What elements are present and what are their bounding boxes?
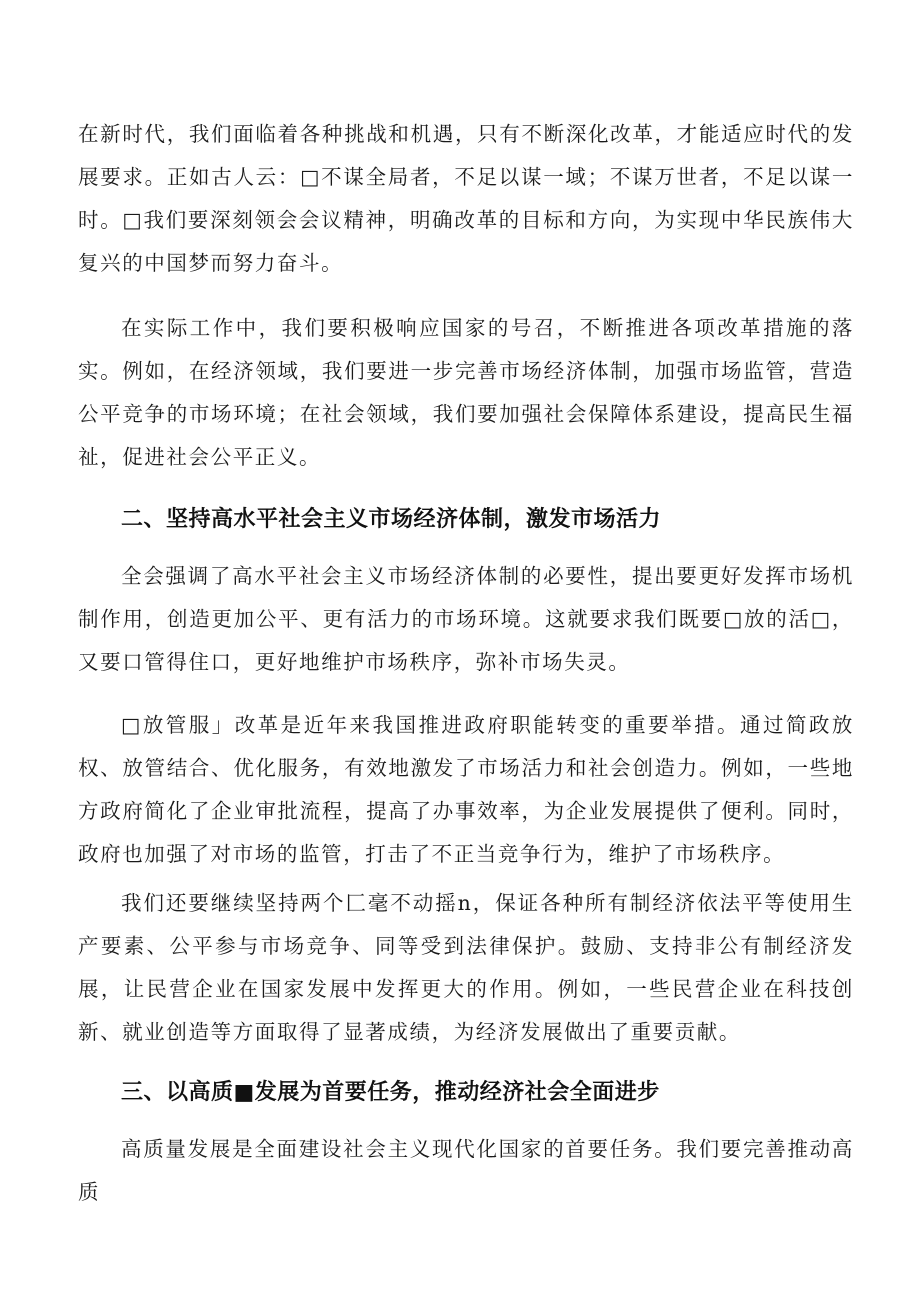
paragraph-reform <box>78 704 854 876</box>
paragraph-text: □放管服」改革是近年来我国推进政府职能转变的重要举措。通过简政放权、放管结合、优化服务，有效地激发了市场活力和社会创造力。例如，一些地方政府简化了企业审批流程，提高了办事效率，为企业发展提供了便利。同时，政府也加强了对市场的监管，打击了不正当竞争行为，维护了市场秩序。 <box>78 713 854 866</box>
paragraph-text: 全会强调了高水平社会主义市场经济体制的必要性，提出要更好发挥市场机制作用，创造更加公平、更有活力的市场环境。这就要求我们既要□放的活□，又要口管得住口，更好地维护市场秩序，弥补市场失灵。 <box>78 564 854 674</box>
paragraph-practical-work <box>78 307 854 479</box>
paragraph-plenary-emphasis <box>78 555 854 684</box>
paragraph-text: 高质量发展是全面建设社会主义现代化国家的首要任务。我们要完善推动高质 <box>78 1137 854 1204</box>
paragraph-high-quality <box>78 1128 854 1214</box>
paragraph-text: 在新时代，我们面临着各种挑战和机遇，只有不断深化改革，才能适应时代的发展要求。正如古人云：□不谋全局者，不足以谋一域；不谋万世者，不足以谋一时。□我们要深刻领会会议精神，明确改革的目标和方向，为实现中华民族伟大复兴的中国梦而努力奋斗。 <box>78 122 854 275</box>
paragraph-text: 我们还要继续坚持两个匚毫不动摇n，保证各种所有制经济依法平等使用生产要素、公平参与市场竞争、同等受到法律保护。鼓励、支持非公有制经济发展，让民营企业在国家发展中发挥更大的作用。例如，一些民营企业在科技创新、就业创造等方面取得了显著成绩，为经济发展做出了重要贡献。 <box>78 891 854 1044</box>
section-heading: 二、坚持高水平社会主义市场经济体制，激发市场活力 <box>121 507 662 532</box>
paragraph-text: 在实际工作中，我们要积极响应国家的号召，不断推进各项改革措施的落实。例如，在经济领域，我们要进一步完善市场经济体制，加强市场监管，营造公平竞争的市场环境；在社会领域，我们要加强社会保障体系建设，提高民生福祉，促进社会公平正义。 <box>78 316 854 469</box>
paragraph-new-era <box>78 113 854 285</box>
section-heading-three <box>78 1073 854 1113</box>
section-heading-two <box>78 500 854 540</box>
section-heading: 三、以高质■发展为首要任务，推动经济社会全面进步 <box>121 1080 660 1105</box>
paragraph-two-unwavering <box>78 882 854 1054</box>
